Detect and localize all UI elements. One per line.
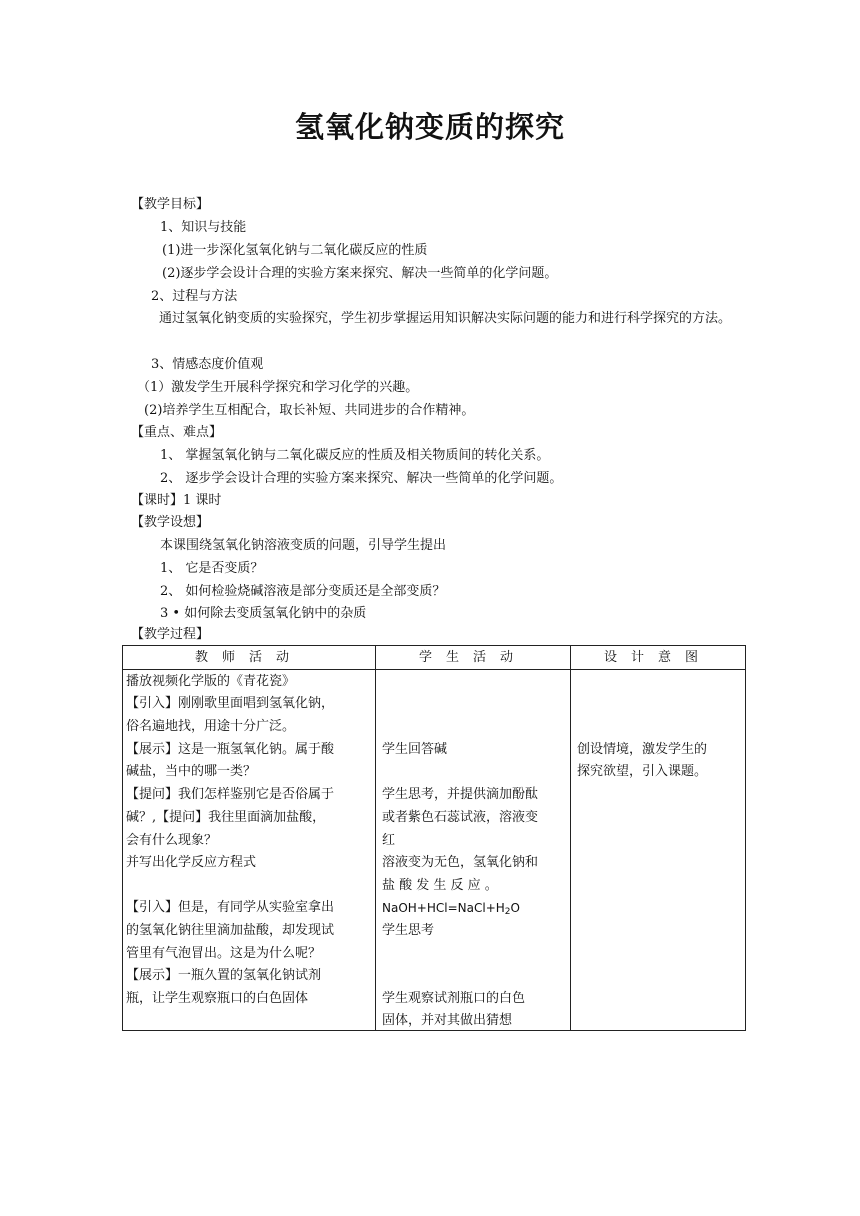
design-intro: 本课围绕氢氧化钠溶液变质的问题，引导学生提出: [160, 538, 447, 553]
key-point-item: 1、 掌握氢氧化钠与二氧化碳反应的性质及相关物质间的转化关系。: [160, 448, 550, 463]
teacher-line: 【展示】这是一瓶氢氧化钠。属于酸: [126, 742, 335, 757]
design-question: 1、 它是否变质？: [160, 561, 264, 576]
column-header-student: 学生活动: [376, 646, 571, 670]
objective-section-knowledge: 1、知识与技能: [160, 220, 247, 235]
teacher-line: 【引入】刚刚歌里面唱到氢氧化钠，: [126, 696, 335, 711]
student-line: 溶液变为无色，氢氧化钠和: [382, 855, 539, 870]
teacher-line: 【提问】我们怎样鉴别它是否俗属于: [126, 787, 335, 802]
intent-line: 探究欲望，引入课题。: [577, 764, 708, 779]
objective-section-method: 2、过程与方法: [151, 289, 238, 304]
teacher-line: 会有什么现象？: [126, 833, 218, 848]
equation-tail: O: [510, 901, 520, 915]
design-intent-cell: [571, 670, 746, 1031]
objective-item: (1)进一步深化氢氧化钠与二氧化碳反应的性质: [162, 243, 428, 258]
student-line: 学生回答碱: [382, 742, 448, 757]
teacher-line: 瓶，让学生观察瓶口的白色固体: [126, 991, 309, 1006]
student-line: 红: [382, 833, 396, 848]
objectives-heading: 【教学目标】: [131, 197, 210, 212]
teacher-line: 【引入】但是，有同学从实验室拿出: [126, 900, 335, 915]
student-activity-cell: [376, 670, 571, 1031]
page-title: 氢氧化钠变质的探究: [294, 110, 565, 144]
objective-method-text: 通过氢氧化钠变质的实验探究，学生初步掌握运用知识解决实际问题的能力和进行科学探究的方法。: [159, 311, 732, 326]
column-header-intent: 设计意图: [571, 646, 746, 670]
teacher-line: 碱盐，当中的哪一类？: [126, 764, 257, 779]
teaching-process-table: [122, 645, 746, 1031]
class-hours: 【课时】1 课时: [131, 493, 222, 508]
objective-item: (2)逐步学会设计合理的实验方案来探究、解决一些简单的化学问题。: [162, 266, 558, 281]
design-question: 2、 如何检验烧碱溶液是部分变质还是全部变质？: [160, 584, 446, 599]
design-heading: 【教学设想】: [131, 515, 210, 530]
table-row: [123, 670, 746, 1031]
student-line: 学生思考: [382, 923, 435, 938]
equation-subscript: 2: [504, 907, 511, 917]
student-line: 或者紫色石蕊试液，溶液变: [382, 810, 539, 825]
objective-item: (2)培养学生互相配合，取长补短、共同进步的合作精神。: [144, 403, 475, 418]
key-point-item: 2、 逐步学会设计合理的实验方案来探究、解决一些简单的化学问题。: [160, 471, 563, 486]
column-header-teacher: 教师活动: [123, 646, 376, 670]
teacher-line: 俗名遍地找，用途十分广泛。: [126, 719, 296, 734]
teacher-line: 的氢氧化钠往里滴加盐酸，却发现试: [126, 923, 335, 938]
teacher-line: 碱？,【提问】我往里面滴加盐酸，: [126, 810, 326, 825]
student-line: 学生思考，并提供滴加酚酞: [382, 787, 539, 802]
teacher-line: 管里有气泡冒出。这是为什么呢？: [126, 946, 322, 961]
table-header-row: [123, 646, 746, 670]
equation-main: NaOH+HCl=NaCl+H: [382, 901, 505, 915]
chemical-equation: [382, 899, 520, 921]
student-line: 固体，并对其做出猜想: [382, 1013, 513, 1028]
process-heading: 【教学过程】: [131, 627, 210, 642]
teacher-line: 播放视频化学版的《青花瓷》: [126, 674, 296, 689]
student-line: 学生观察试剂瓶口的白色: [382, 991, 526, 1006]
design-question: 3 • 如何除去变质氢氧化钠中的杂质: [160, 606, 367, 621]
teacher-activity-cell: [123, 670, 376, 1031]
intent-line: 创设情境，激发学生的: [577, 742, 708, 757]
objective-item: （1）激发学生开展科学探究和学习化学的兴趣。: [137, 380, 419, 395]
student-line: 盐 酸 发 生 反 应 。: [382, 878, 498, 893]
teacher-line: 【展示】一瓶久置的氢氧化钠试剂: [126, 968, 322, 983]
objective-section-attitude: 3、情感态度价值观: [151, 357, 264, 372]
teacher-line: 并写出化学反应方程式: [126, 855, 257, 870]
key-points-heading: 【重点、难点】: [131, 425, 223, 440]
